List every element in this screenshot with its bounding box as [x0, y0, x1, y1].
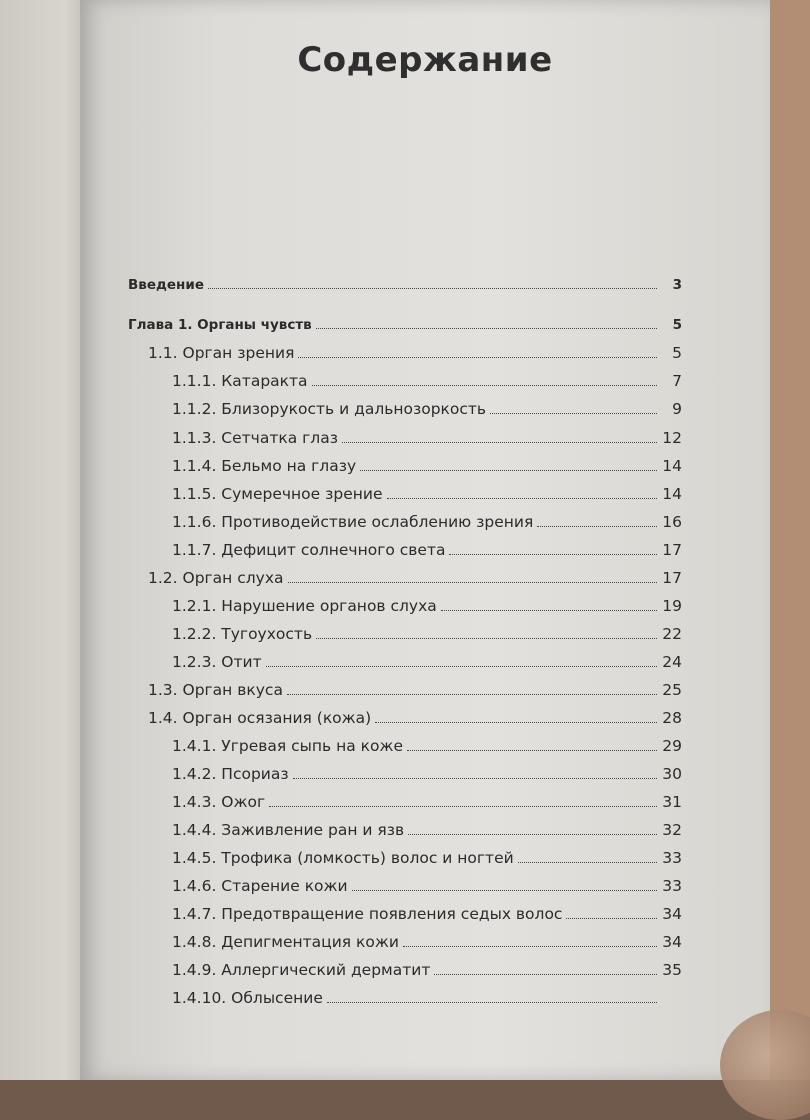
toc-entry-label: Введение	[128, 277, 204, 293]
toc-entry	[172, 426, 682, 450]
dot-leader	[441, 609, 657, 611]
toc-entry-intro	[128, 273, 682, 297]
toc-entry-page: 9	[672, 400, 682, 418]
toc-entry-label: 1.2. Орган слуха	[148, 569, 284, 587]
toc-entry	[172, 538, 682, 562]
book-page	[80, 0, 770, 1080]
dot-leader	[312, 384, 657, 386]
toc-entry	[172, 902, 682, 926]
toc-entry-page: 29	[662, 737, 682, 755]
toc-entry	[172, 930, 682, 954]
toc-entry-label: 1.4.6. Старение кожи	[172, 877, 348, 895]
dot-leader	[316, 637, 657, 639]
dot-leader	[537, 525, 657, 527]
toc-entry-label: 1.4.3. Ожог	[172, 793, 266, 811]
toc-entry-label: 1.4.4. Заживление ран и язв	[172, 821, 405, 839]
toc-entry-page: 34	[662, 905, 682, 923]
toc-entry-label: 1.4.7. Предотвращение появления седых волос	[172, 905, 563, 923]
toc-entry	[172, 818, 682, 842]
toc-entry	[172, 650, 682, 674]
dot-leader	[518, 861, 657, 863]
toc-entry-label: 1.1. Орган зрения	[148, 344, 295, 362]
toc-entry-label: 1.1.1. Катаракта	[172, 372, 308, 390]
dot-leader	[327, 1001, 657, 1003]
toc-entry-page: 33	[662, 849, 682, 867]
toc-entry-label: 1.1.7. Дефицит солнечного света	[172, 541, 446, 559]
dot-leader	[342, 441, 657, 443]
toc-entry	[148, 678, 682, 702]
toc-entry-label: 1.4.5. Трофика (ломкость) волос и ногтей	[172, 849, 514, 867]
toc-entry-page: 28	[662, 709, 682, 727]
toc-entry-label: 1.2.3. Отит	[172, 653, 262, 671]
toc-entry	[172, 622, 682, 646]
toc-entry-label: 1.1.5. Сумеречное зрение	[172, 485, 383, 503]
toc-entry-page: 7	[672, 372, 682, 390]
toc-entry	[172, 454, 682, 478]
toc-entry-page: 19	[662, 597, 682, 615]
toc-entry-label: 1.4. Орган осязания (кожа)	[148, 709, 372, 727]
toc-entry-page: 14	[662, 485, 682, 503]
dot-leader	[293, 777, 657, 779]
dot-leader	[375, 721, 657, 723]
toc-entry-page: 32	[662, 821, 682, 839]
toc-entry-chapter-1	[128, 313, 682, 337]
toc-entry	[172, 397, 682, 421]
toc-entry-label: 1.1.4. Бельмо на глазу	[172, 457, 357, 475]
toc-entry-page: 14	[662, 457, 682, 475]
toc-entry-label: 1.2.2. Тугоухость	[172, 625, 313, 643]
dot-leader	[269, 805, 657, 807]
toc-entry	[172, 594, 682, 618]
toc-entry	[172, 790, 682, 814]
dot-leader	[408, 833, 657, 835]
toc-entry-page: 17	[662, 569, 682, 587]
toc-entry	[172, 986, 682, 1010]
toc-entry-label: 1.4.1. Угревая сыпь на коже	[172, 737, 404, 755]
dot-leader	[566, 917, 657, 919]
toc-entry	[172, 846, 682, 870]
toc-entry-page: 17	[662, 541, 682, 559]
toc-entry-label: 1.2.1. Нарушение органов слуха	[172, 597, 437, 615]
toc-entry-page: 16	[662, 513, 682, 531]
toc-entry-label: 1.4.10. Облысение	[172, 989, 323, 1007]
toc-entry-label: Глава 1. Органы чувств	[128, 317, 312, 333]
toc-entry	[172, 762, 682, 786]
toc-entry	[148, 706, 682, 730]
toc-entry	[172, 369, 682, 393]
toc-entry-label: 1.4.2. Псориаз	[172, 765, 289, 783]
toc-entry-page: 25	[662, 681, 682, 699]
toc-entry-page: 12	[662, 429, 682, 447]
toc-entry	[172, 482, 682, 506]
toc-entry	[172, 734, 682, 758]
toc-entry-page: 33	[662, 877, 682, 895]
toc-entry-page: 24	[662, 653, 682, 671]
page-title: Содержание	[297, 40, 553, 80]
dot-leader	[407, 749, 657, 751]
toc-entry	[148, 341, 682, 365]
dot-leader	[208, 287, 657, 289]
dot-leader	[298, 356, 657, 358]
dot-leader	[288, 581, 657, 583]
dot-leader	[287, 693, 657, 695]
dot-leader	[449, 553, 657, 555]
toc-entry-page: 5	[672, 344, 682, 362]
toc-entry	[172, 510, 682, 534]
toc-entry-label: 1.4.8. Депигментация кожи	[172, 933, 399, 951]
dot-leader	[387, 497, 658, 499]
toc-entry-page: 5	[672, 317, 682, 333]
dot-leader	[403, 945, 657, 947]
dot-leader	[316, 327, 657, 329]
toc-entry-label: 1.4.9. Аллергический дерматит	[172, 961, 431, 979]
dot-leader	[434, 973, 657, 975]
toc-entry-page: 31	[662, 793, 682, 811]
dot-leader	[490, 412, 657, 414]
toc-entry-label: 1.1.6. Противодействие ослаблению зрения	[172, 513, 534, 531]
toc-entry	[172, 958, 682, 982]
toc-entry-label: 1.3. Орган вкуса	[148, 681, 283, 699]
dot-leader	[266, 665, 657, 667]
toc-entry-label: 1.1.2. Близорукость и дальнозоркость	[172, 400, 487, 418]
dot-leader	[352, 889, 657, 891]
toc-entry-label: 1.1.3. Сетчатка глаз	[172, 429, 338, 447]
toc-entry-page: 30	[662, 765, 682, 783]
toc-entry-page: 35	[662, 961, 682, 979]
toc-entry	[148, 566, 682, 590]
dot-leader	[360, 469, 657, 471]
toc-entry-page: 3	[672, 277, 682, 293]
toc-entry	[172, 874, 682, 898]
toc-entry-page: 22	[662, 625, 682, 643]
toc-entry-page: 34	[662, 933, 682, 951]
